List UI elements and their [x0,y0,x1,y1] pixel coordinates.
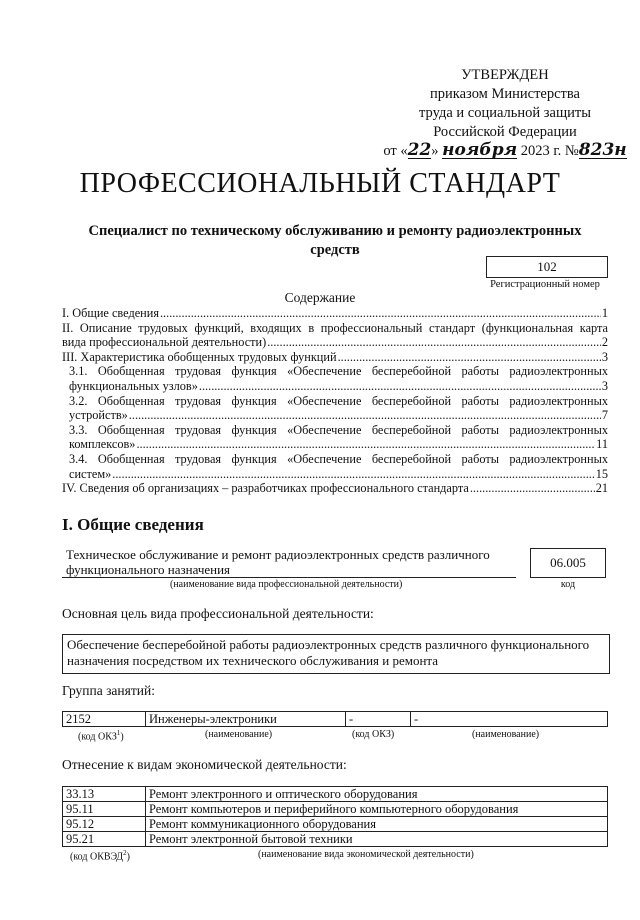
table-row [63,832,608,847]
activity-kind-underline [62,577,516,578]
date-mid: » [431,143,443,159]
approval-line-4: Российской Федерации [433,124,577,140]
activity-code-caption: код [560,579,576,590]
date-month: ноября [442,140,518,160]
toc-item[interactable]: 3.2. Обобщенная трудовая функция «Обеспечение бесперебойной работы радиоэлектронных устройств» ..... 7 [62,394,608,423]
document-title: ПРОФЕССИОНАЛЬНЫЙ СТАНДАРТ [79,168,561,199]
goal-text: Обеспечение бесперебойной работы радиоэлектронных средств различного функционального назначения посредством их технического обслуживания и ремонта [67,637,590,668]
okz-code: 2152 [63,712,146,727]
registration-number-box: 102 [486,256,608,278]
toc-item[interactable]: I. Общие сведения ..... 1 [62,306,608,321]
activity-kind-caption: (наименование вида профессиональной деятельности) [170,579,403,590]
section-heading: I. Общие сведения [62,515,204,534]
table-row [63,817,608,832]
registration-number-label: Регистрационный номер [490,279,600,290]
approval-date [380,142,630,161]
document-subtitle: Специалист по техническому обслуживанию и ремонту радиоэлектронных средств [88,223,582,258]
date-year: 2023 г. № [517,143,579,159]
toc-item[interactable]: 3.4. Обобщенная трудовая функция «Обеспечение бесперебойной работы радиоэлектронных систем» ..... 15 [62,452,608,481]
table-row [63,712,608,727]
toc-item[interactable]: 3.3. Обобщенная трудовая функция «Обеспечение бесперебойной работы радиоэлектронных комплексов» ..... 11 [62,423,608,452]
table-of-contents [62,306,608,496]
okved-name: Ремонт компьютеров и периферийного компьютерного оборудования [146,802,608,817]
okved-table [62,786,608,847]
toc-item[interactable]: IV. Сведения об организациях – разработчиках профессионального стандарта ..... 21 [62,481,608,496]
table-row [63,787,608,802]
okz-code-2: - [346,712,411,727]
okved-name: Ремонт электронного и оптического оборудования [146,787,608,802]
occupations-label: Группа занятий: [62,683,155,698]
okved-code: 95.21 [63,832,146,847]
date-prefix: от « [383,143,408,159]
okved-name: Ремонт коммуникационного оборудования [146,817,608,832]
toc-item[interactable]: II. Описание трудовых функций, входящих в профессиональный стандарт (функциональная карта вида профессиональной деятельности) ..... 2 [62,321,608,350]
okved-code-caption: (код ОКВЭД$^2$) [70,849,130,863]
okved-code: 33.13 [63,787,146,802]
goal-label: Основная цель вида профессиональной деятельности: [62,606,374,621]
okved-code: 95.12 [63,817,146,832]
toc-item[interactable]: 3.1. Обобщенная трудовая функция «Обеспечение бесперебойной работы радиоэлектронных функциональных узлов» ..... 3 [62,364,608,393]
okved-name: Ремонт электронной бытовой техники [146,832,608,847]
contents-title: Содержание [284,290,356,305]
occupation-name-2-caption: (наименование) [472,729,540,740]
okved-code: 95.11 [63,802,146,817]
activity-kind-name: Техническое обслуживание и ремонт радиоэлектронных средств различного функционального назначения [66,547,490,577]
approval-line-1: УТВЕРЖДЕН [461,67,549,83]
activity-code-box: 06.005 [530,548,606,578]
toc-item[interactable]: III. Характеристика обобщенных трудовых функций ..... 3 [62,350,608,365]
occupation-name-2: - [411,712,608,727]
approval-line-2: приказом Министерства [430,86,580,102]
occupation-name-caption: (наименование) [205,729,273,740]
okz-code-caption: (код ОКЗ$^1$) [78,729,124,743]
table-row [63,802,608,817]
approval-block [380,66,630,161]
date-day: 22 [407,140,432,160]
econ-label: Отнесение к видам экономической деятельности: [62,757,347,772]
okz-code-2-caption: (код ОКЗ) [352,729,395,740]
order-number: 823н [578,140,627,160]
occupations-table [62,711,608,727]
okved-name-caption: (наименование вида экономической деятельности) [258,849,474,860]
approval-line-3: труда и социальной защиты [419,105,591,121]
occupation-name: Инженеры-электроники [146,712,346,727]
